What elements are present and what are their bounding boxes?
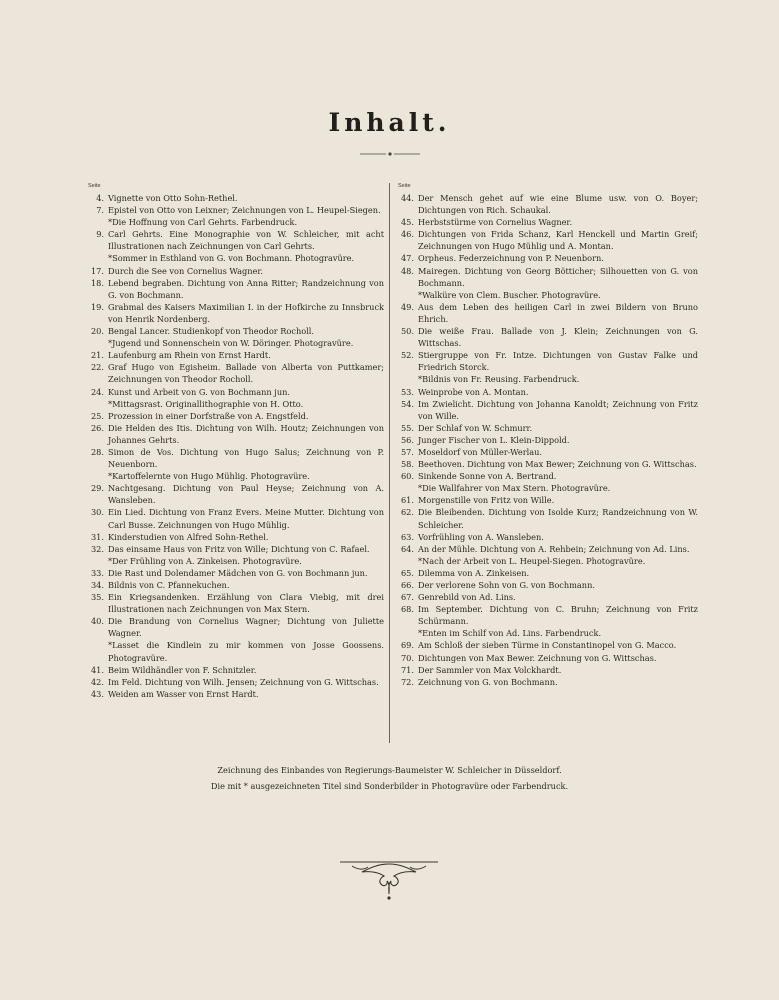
toc-page-number: 24.	[90, 386, 104, 397]
toc-entry-title: *Die Hoffnung von Carl Gehrts. Farbendruck.	[108, 217, 298, 228]
toc-page-number: 9.	[96, 229, 104, 240]
toc-entry-title: Die Brandung von Cornelius Wagner; Dichtung von Juliette Wagner.	[108, 616, 384, 639]
toc-entry-title: Der Mensch gehet auf wie eine Blume usw. von O. Boyer; Dichtungen von Rich. Schaukal.	[418, 193, 698, 216]
footer-notes	[0, 762, 779, 794]
toc-left-column	[88, 183, 384, 700]
toc-page-number	[398, 627, 418, 639]
page-title: Inhalt.	[328, 108, 451, 137]
toc-entry	[398, 627, 698, 639]
toc-page-number: 58.	[400, 459, 414, 470]
toc-entry	[88, 228, 384, 252]
toc-entry-title: *Sommer in Esthland von G. von Bochmann. Photogravüre.	[108, 253, 355, 264]
seite-label-left: Seite	[88, 183, 101, 189]
seite-label-right: Seite	[398, 183, 411, 189]
toc-page-number: 42.	[90, 676, 104, 687]
toc-page-number: 20.	[90, 326, 104, 337]
toc-entry-title: *Jugend und Sonnenschein von W. Döringer. Photogravüre.	[108, 338, 354, 349]
toc-entry-title: Die Bleibenden. Dichtung von Isolde Kurz; Randzeichnung von W. Schleicher.	[418, 507, 698, 530]
toc-entry	[398, 192, 698, 216]
toc-entry-title: Im September. Dichtung von C. Bruhn; Zeichnung von Fritz Schürmann.	[418, 604, 698, 627]
toc-page-number	[398, 373, 418, 385]
toc-entry-title: Beethoven. Dichtung von Max Bewer; Zeichnung von G. Wittschas.	[418, 459, 697, 470]
toc-entry-title: Genrebild von Ad. Lins.	[418, 592, 516, 603]
toc-entry	[398, 494, 698, 506]
toc-page-number: 18.	[90, 277, 104, 288]
toc-entry-title: Prozession in einer Dorfstraße von A. Engstfeld.	[108, 410, 309, 421]
toc-entry	[398, 506, 698, 530]
toc-entry-title: Carl Gehrts. Eine Monographie von W. Schleicher, mit acht Illustrationen nach Zeichnungen von Carl Gehrts.	[108, 229, 384, 252]
toc-entry	[398, 543, 698, 555]
toc-page-number: 26.	[90, 422, 104, 433]
toc-entry	[88, 506, 384, 530]
toc-entry-title: Mairegen. Dichtung von Georg Bötticher; Silhouetten von G. von Bochmann.	[418, 265, 698, 288]
toc-page-number: 50.	[400, 326, 414, 337]
toc-page-number: 62.	[400, 507, 414, 518]
toc-page-number: 41.	[90, 664, 104, 675]
toc-page-number: 66.	[400, 580, 414, 590]
toc-entry	[398, 265, 698, 289]
toc-entry-title: Dichtungen von Max Bewer. Zeichnung von G. Wittschas.	[418, 652, 657, 663]
toc-page-number: 61.	[400, 495, 414, 506]
toc-entry-title: *Kartoffelernte von Hugo Mühlig. Photogravüre.	[108, 471, 310, 482]
toc-entry-title: Aus dem Leben des heiligen Carl in zwei Bildern von Bruno Ehrich.	[418, 301, 698, 324]
toc-entry	[88, 579, 384, 591]
toc-entry-title: *Nach der Arbeit von L. Heupel-Siegen. Photogravüre.	[418, 555, 646, 566]
toc-entry-title: Grabmal des Kaisers Maximilian I. in der Hofkirche zu Innsbruck von Henrik Nordenberg.	[108, 301, 384, 324]
toc-entry-title: Nachtgesang. Dichtung von Paul Heyse; Zeichnung von A. Wansleben.	[108, 483, 384, 506]
toc-entry	[398, 579, 698, 591]
toc-entry	[398, 567, 698, 579]
toc-entry	[398, 325, 698, 349]
toc-entry	[398, 386, 698, 398]
toc-entry	[398, 349, 698, 373]
toc-page-number: 68.	[400, 604, 414, 615]
toc-entry	[88, 555, 384, 567]
toc-entry-title: *Der Frühling von A. Zinkeisen. Photogravüre.	[108, 555, 302, 566]
toc-entry	[398, 458, 698, 470]
toc-entry-title: Epistel von Otto von Leixner; Zeichnungen von L. Heupel-Siegen.	[108, 205, 381, 216]
toc-entry	[398, 555, 698, 567]
toc-page-number: 4.	[96, 193, 104, 203]
title-ornament-icon	[360, 150, 420, 158]
toc-entry	[88, 204, 384, 216]
toc-page-number	[88, 252, 108, 264]
toc-page-number	[88, 470, 108, 482]
toc-page-number	[88, 337, 108, 349]
toc-entry	[88, 422, 384, 446]
toc-entry-title: Kunst und Arbeit von G. von Bochmann jun.	[108, 386, 290, 397]
toc-entry	[398, 422, 698, 434]
toc-entry	[88, 337, 384, 349]
toc-entry	[88, 277, 384, 301]
toc-page-number: 28.	[90, 446, 104, 457]
toc-page-number: 47.	[400, 253, 414, 264]
toc-entry-title: Das einsame Haus von Fritz von Wille; Dichtung von C. Rafael.	[108, 543, 370, 554]
toc-entry	[88, 361, 384, 385]
toc-entry-title: *Lasset die Kindlein zu mir kommen von Josse Goossens. Photogravüre.	[108, 640, 384, 663]
toc-entry-title: Vignette von Otto Sohn-Rethel.	[108, 193, 238, 203]
toc-entry-title: Orpheus. Federzeichnung von P. Neuenborn.	[418, 253, 604, 264]
toc-entry-title: Sinkende Sonne von A. Bertrand.	[418, 471, 557, 482]
toc-entry-title: An der Mühle. Dichtung von A. Rehbein; Zeichnung von Ad. Lins.	[418, 543, 690, 554]
toc-page-number: 40.	[90, 616, 104, 627]
toc-page-number	[88, 398, 108, 410]
toc-entry-title: Simon de Vos. Dichtung von Hugo Salus; Zeichnung von P. Neuenborn.	[108, 446, 384, 470]
toc-entry	[88, 482, 384, 506]
toc-entry	[88, 470, 384, 482]
toc-entry	[88, 543, 384, 555]
toc-page-number: 57.	[400, 446, 414, 457]
toc-entry	[398, 446, 698, 458]
toc-page-number: 7.	[96, 205, 104, 216]
toc-page-number	[398, 482, 418, 494]
toc-entry	[398, 482, 698, 494]
toc-entry-title: Bengal Lancer. Studienkopf von Theodor Rocholl.	[108, 326, 314, 337]
toc-entry-title: Ein Lied. Dichtung von Franz Evers. Meine Mutter. Dichtung von Carl Busse. Zeichnungen von Hugo Mühlig.	[108, 507, 384, 530]
toc-entry-title: Der verlorene Sohn von G. von Bochmann.	[418, 580, 595, 590]
toc-right-column	[398, 183, 698, 688]
toc-entry	[398, 652, 698, 664]
toc-entry	[398, 252, 698, 264]
toc-entry-title: Ein Kriegsandenken. Erzählung von Clara Viebig, mit drei Illustrationen nach Zeichnungen von Max Stern.	[108, 592, 384, 615]
toc-entry	[398, 664, 698, 676]
toc-page-number: 25.	[90, 410, 104, 421]
toc-page-number: 31.	[90, 531, 104, 542]
toc-page-number: 64.	[400, 543, 414, 554]
toc-entry-title: Weinprobe von A. Montan.	[418, 386, 529, 397]
toc-page-number: 19.	[90, 301, 104, 312]
toc-page-number: 22.	[90, 362, 104, 373]
toc-entry-title: Im Feld. Dichtung von Wilh. Jensen; Zeichnung von G. Wittschas.	[108, 676, 379, 687]
toc-page-number: 63.	[400, 531, 414, 542]
toc-entry	[88, 301, 384, 325]
toc-page-number: 33.	[90, 567, 104, 578]
toc-entry	[88, 664, 384, 676]
toc-entry	[398, 603, 698, 627]
toc-entry	[398, 301, 698, 325]
toc-page-number	[398, 555, 418, 567]
toc-entry-title: Im Zwielicht. Dichtung von Johanna Kanoldt; Zeichnung von Fritz von Wille.	[418, 398, 698, 421]
toc-entry	[398, 470, 698, 482]
toc-entry	[88, 398, 384, 410]
toc-entry-title: Lebend begraben. Dichtung von Anna Ritter; Randzeichnung von G. von Bochmann.	[108, 277, 384, 300]
toc-page-number: 34.	[90, 580, 104, 590]
toc-entry	[88, 676, 384, 688]
toc-page-number: 56.	[400, 434, 414, 445]
toc-entry-title: Graf Hugo von Egisheim. Ballade von Alberta von Puttkamer; Zeichnungen von Theodor Rocholl.	[108, 362, 384, 385]
toc-page-number: 48.	[400, 265, 414, 276]
toc-entry	[398, 228, 698, 252]
toc-entry	[88, 192, 384, 204]
toc-entry-title: Zeichnung von G. von Bochmann.	[418, 676, 558, 687]
toc-entry-title: Dilemma von A. Zinkeisen.	[418, 567, 530, 578]
toc-page-number: 43.	[90, 688, 104, 699]
toc-page-number: 69.	[400, 640, 414, 651]
toc-entry-title: *Walküre von Clem. Buscher. Photogravüre.	[418, 289, 601, 300]
footer-asterisk-note: Die mit * ausgezeichneten Titel sind Sonderbilder in Photogravüre oder Farbendruck.	[210, 781, 569, 791]
toc-entry-title: *Bildnis von Fr. Reusing. Farbendruck.	[418, 374, 580, 385]
toc-page-number: 71.	[400, 664, 414, 675]
toc-page-number: 49.	[400, 301, 414, 312]
toc-page-number: 46.	[400, 229, 414, 240]
toc-entry	[398, 434, 698, 446]
toc-page-number: 45.	[400, 217, 414, 228]
toc-entry	[88, 688, 384, 700]
toc-entry-title: Beim Wildhändler von F. Schnitzler.	[108, 664, 257, 675]
toc-entry	[88, 252, 384, 264]
toc-entry	[88, 216, 384, 228]
toc-entry-title: Weiden am Wasser von Ernst Hardt.	[108, 688, 259, 699]
toc-entry-title: Vorfrühling von A. Wansleben.	[418, 531, 544, 542]
toc-entry	[398, 216, 698, 228]
toc-entry	[88, 410, 384, 422]
toc-page-number	[88, 216, 108, 228]
toc-page-number: 65.	[400, 567, 414, 578]
toc-entry-title: Morgenstille von Fritz von Wille.	[418, 495, 555, 506]
toc-entry	[88, 531, 384, 543]
toc-entry	[398, 373, 698, 385]
footer-binding-credit: Zeichnung des Einbandes von Regierungs-Baumeister W. Schleicher in Düsseldorf.	[217, 765, 562, 775]
toc-entry	[88, 591, 384, 615]
toc-page-number: 70.	[400, 652, 414, 663]
toc-entry-title: *Enten im Schilf von Ad. Lins. Farbendruck.	[418, 628, 602, 639]
toc-entry-title: Laufenburg am Rhein von Ernst Hardt.	[108, 350, 271, 361]
toc-entry-title: Dichtungen von Frida Schanz, Karl Henckell und Martin Greif; Zeichnungen von Hugo Mühlig und A. Montan.	[418, 229, 698, 252]
toc-entry	[398, 639, 698, 651]
toc-entry-title: Moseldorf von Müller-Werlau.	[418, 446, 542, 457]
toc-entry	[398, 591, 698, 603]
toc-entry-title: Die Helden des Itis. Dichtung von Wilh. Houtz; Zeichnungen von Johannes Gehrts.	[108, 422, 384, 445]
toc-entry	[88, 325, 384, 337]
toc-right-list	[398, 192, 698, 688]
toc-entry-title: Die weiße Frau. Ballade von J. Klein; Zeichnungen von G. Wittschas.	[418, 326, 698, 349]
toc-page-number: 32.	[90, 543, 104, 554]
column-divider	[389, 183, 390, 743]
toc-entry-title: Der Sammler von Max Volckhardt.	[418, 664, 562, 675]
toc-entry	[88, 615, 384, 639]
toc-page-number: 35.	[90, 592, 104, 603]
toc-entry-title: Junger Fischer von L. Klein-Dippold.	[418, 434, 570, 445]
toc-page-number: 52.	[400, 350, 414, 361]
toc-entry-title: Die Rast und Dolendamer Mädchen von G. von Bochmann jun.	[108, 567, 368, 578]
toc-page-number: 44.	[400, 193, 414, 203]
toc-entry-title: Stiergruppe von Fr. Intze. Dichtungen von Gustav Falke und Friedrich Storck.	[418, 350, 698, 373]
toc-page-number	[88, 639, 108, 663]
toc-page-number	[88, 555, 108, 567]
toc-page-number: 67.	[400, 592, 414, 603]
toc-entry-title: Durch die See von Cornelius Wagner.	[108, 265, 263, 276]
toc-page-number: 29.	[90, 483, 104, 494]
toc-entry	[88, 639, 384, 663]
footer-ornament-icon	[338, 858, 440, 902]
toc-entry	[88, 386, 384, 398]
toc-entry	[88, 265, 384, 277]
toc-entry	[88, 567, 384, 579]
toc-entry-title: Kinderstudien von Alfred Sohn-Rethel.	[108, 531, 269, 542]
toc-left-list	[88, 192, 384, 700]
toc-entry	[398, 531, 698, 543]
toc-entry-title: *Die Wallfahrer von Max Stern. Photogravüre.	[418, 483, 611, 494]
toc-page-number	[398, 289, 418, 301]
toc-page-number: 54.	[400, 398, 414, 409]
toc-entry-title: Herbststürme von Cornelius Wagner.	[418, 217, 573, 228]
toc-entry-title: Der Schlaf von W. Schmurr.	[418, 422, 533, 433]
toc-entry	[398, 676, 698, 688]
toc-page-number: 53.	[400, 386, 414, 397]
toc-entry	[88, 349, 384, 361]
toc-entry	[398, 289, 698, 301]
toc-page-number: 30.	[90, 507, 104, 518]
toc-page-number: 72.	[400, 676, 414, 687]
toc-entry	[398, 398, 698, 422]
toc-entry-title: Am Schloß der sieben Türme in Constantinopel von G. Macco.	[418, 640, 677, 651]
toc-page-number: 21.	[90, 350, 104, 361]
toc-entry-title: *Mittagsrast. Originallithographie von H. Otto.	[108, 398, 304, 409]
toc-entry	[88, 446, 384, 470]
toc-page-number: 60.	[400, 471, 414, 482]
toc-page-number: 55.	[400, 422, 414, 433]
toc-page-number: 17.	[90, 265, 104, 276]
toc-entry-title: Bildnis von C. Pfannekuchen.	[108, 580, 230, 590]
